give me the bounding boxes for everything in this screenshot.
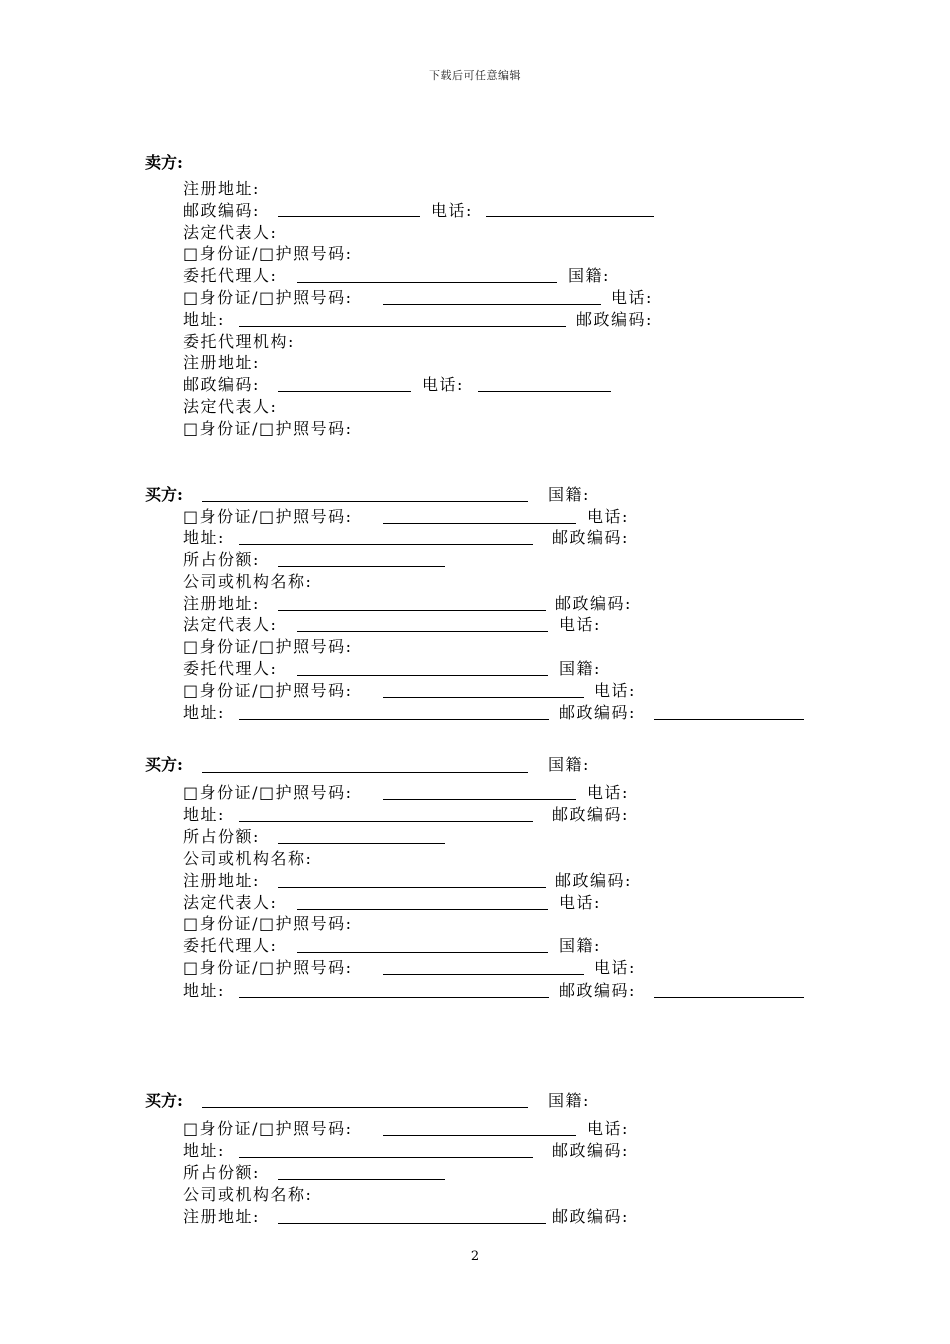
buyer1-nationality2-label: 国籍: <box>559 659 601 678</box>
seller-legal-rep-label: 法定代表人: <box>183 223 278 242</box>
buyer2-phone-label: 电话: <box>587 783 629 802</box>
buyer3-heading: 买方: <box>145 1091 183 1110</box>
buyer3-address-line[interactable] <box>239 1157 533 1158</box>
buyer2-postcode2-label: 邮政编码: <box>555 871 632 890</box>
buyer2-phone3-label: 电话: <box>594 958 636 977</box>
buyer3-nationality-label: 国籍: <box>548 1091 590 1110</box>
buyer3-postcode2-label: 邮政编码: <box>552 1207 629 1226</box>
seller-heading: 卖方: <box>145 153 183 172</box>
buyer2-agent-label: 委托代理人: <box>183 936 278 955</box>
buyer3-company-label: 公司或机构名称: <box>183 1185 313 1204</box>
buyer2-postcode3-line[interactable] <box>654 997 804 998</box>
buyer1-reg-address-line[interactable] <box>278 610 546 611</box>
buyer2-postcode-label: 邮政编码: <box>552 805 629 824</box>
seller-postcode-label: 邮政编码: <box>183 201 260 220</box>
buyer1-id3-line[interactable] <box>383 697 584 698</box>
buyer3-postcode-label: 邮政编码: <box>552 1141 629 1160</box>
buyer2-nationality2-label: 国籍: <box>559 936 601 955</box>
seller-reg-address2-label: 注册地址: <box>183 353 260 372</box>
buyer2-reg-address-line[interactable] <box>278 887 546 888</box>
buyer2-reg-address-label: 注册地址: <box>183 871 260 890</box>
buyer2-id-line[interactable] <box>383 799 576 800</box>
buyer2-share-line[interactable] <box>278 843 445 844</box>
seller-agency-label: 委托代理机构: <box>183 332 295 351</box>
buyer1-address2-label: 地址: <box>183 703 225 722</box>
buyer2-address2-label: 地址: <box>183 981 225 1000</box>
seller-reg-address-label: 注册地址: <box>183 179 260 198</box>
seller-id-label: □身份证/□护照号码: <box>183 244 353 263</box>
seller-postcode3-label: 邮政编码: <box>183 375 260 394</box>
buyer1-nationality-label: 国籍: <box>548 485 590 504</box>
buyer2-agent-line[interactable] <box>297 952 548 953</box>
buyer2-postcode3-label: 邮政编码: <box>559 981 636 1000</box>
buyer1-address-line[interactable] <box>239 544 533 545</box>
page-number: 2 <box>470 1249 480 1264</box>
buyer1-phone3-label: 电话: <box>594 681 636 700</box>
buyer3-phone-label: 电话: <box>587 1119 629 1138</box>
buyer3-reg-address-label: 注册地址: <box>183 1207 260 1226</box>
seller-phone-line[interactable] <box>486 216 654 217</box>
buyer1-share-label: 所占份额: <box>183 550 260 569</box>
seller-postcode3-line[interactable] <box>278 391 411 392</box>
buyer1-postcode3-label: 邮政编码: <box>559 703 636 722</box>
buyer1-legal-rep-label: 法定代表人: <box>183 615 278 634</box>
buyer2-share-label: 所占份额: <box>183 827 260 846</box>
buyer2-address-line[interactable] <box>239 821 533 822</box>
buyer2-address2-line[interactable] <box>239 997 549 998</box>
buyer3-share-line[interactable] <box>278 1179 445 1180</box>
seller-agent-label: 委托代理人: <box>183 266 278 285</box>
buyer1-id-line[interactable] <box>383 523 576 524</box>
buyer3-reg-address-line[interactable] <box>278 1223 546 1224</box>
buyer3-name-line[interactable] <box>202 1107 528 1108</box>
buyer3-id-line[interactable] <box>383 1135 576 1136</box>
buyer2-id3-label: □身份证/□护照号码: <box>183 958 353 977</box>
buyer1-postcode3-line[interactable] <box>654 719 804 720</box>
seller-phone3-label: 电话: <box>422 375 464 394</box>
buyer2-id3-line[interactable] <box>383 974 584 975</box>
buyer3-address-label: 地址: <box>183 1141 225 1160</box>
page-header: 下载后可任意编辑 <box>429 69 521 82</box>
seller-phone3-line[interactable] <box>478 391 611 392</box>
buyer2-company-label: 公司或机构名称: <box>183 849 313 868</box>
buyer1-name-line[interactable] <box>202 501 528 502</box>
seller-legal-rep2-label: 法定代表人: <box>183 397 278 416</box>
seller-postcode-line[interactable] <box>278 216 420 217</box>
buyer1-agent-line[interactable] <box>297 675 548 676</box>
buyer1-legal-rep-line[interactable] <box>297 631 548 632</box>
buyer2-heading: 买方: <box>145 755 183 774</box>
seller-phone-label: 电话: <box>431 201 473 220</box>
seller-id2-label: □身份证/□护照号码: <box>183 288 353 307</box>
seller-agent-line[interactable] <box>297 282 557 283</box>
buyer2-legal-rep-line[interactable] <box>297 909 548 910</box>
seller-phone2-label: 电话: <box>611 288 653 307</box>
buyer1-id-label: □身份证/□护照号码: <box>183 507 353 526</box>
buyer1-share-line[interactable] <box>278 566 445 567</box>
buyer2-phone2-label: 电话: <box>559 893 601 912</box>
buyer2-id-label: □身份证/□护照号码: <box>183 783 353 802</box>
buyer1-postcode2-label: 邮政编码: <box>555 594 632 613</box>
buyer1-id3-label: □身份证/□护照号码: <box>183 681 353 700</box>
buyer2-id2-label: □身份证/□护照号码: <box>183 914 353 933</box>
seller-id3-label: □身份证/□护照号码: <box>183 419 353 438</box>
seller-address-label: 地址: <box>183 310 225 329</box>
seller-postcode2-label: 邮政编码: <box>576 310 653 329</box>
buyer1-reg-address-label: 注册地址: <box>183 594 260 613</box>
buyer3-id-label: □身份证/□护照号码: <box>183 1119 353 1138</box>
buyer1-agent-label: 委托代理人: <box>183 659 278 678</box>
buyer1-address2-line[interactable] <box>239 719 549 720</box>
seller-address-line[interactable] <box>239 326 566 327</box>
buyer2-name-line[interactable] <box>202 772 528 773</box>
buyer2-legal-rep-label: 法定代表人: <box>183 893 278 912</box>
buyer1-phone-label: 电话: <box>587 507 629 526</box>
buyer2-nationality-label: 国籍: <box>548 755 590 774</box>
buyer2-address-label: 地址: <box>183 805 225 824</box>
buyer1-heading: 买方: <box>145 485 183 504</box>
buyer1-id2-label: □身份证/□护照号码: <box>183 637 353 656</box>
seller-id2-line[interactable] <box>383 304 601 305</box>
buyer1-phone2-label: 电话: <box>559 615 601 634</box>
seller-nationality-label: 国籍: <box>568 266 610 285</box>
buyer1-company-label: 公司或机构名称: <box>183 572 313 591</box>
buyer1-address-label: 地址: <box>183 528 225 547</box>
buyer1-postcode-label: 邮政编码: <box>552 528 629 547</box>
buyer3-share-label: 所占份额: <box>183 1163 260 1182</box>
